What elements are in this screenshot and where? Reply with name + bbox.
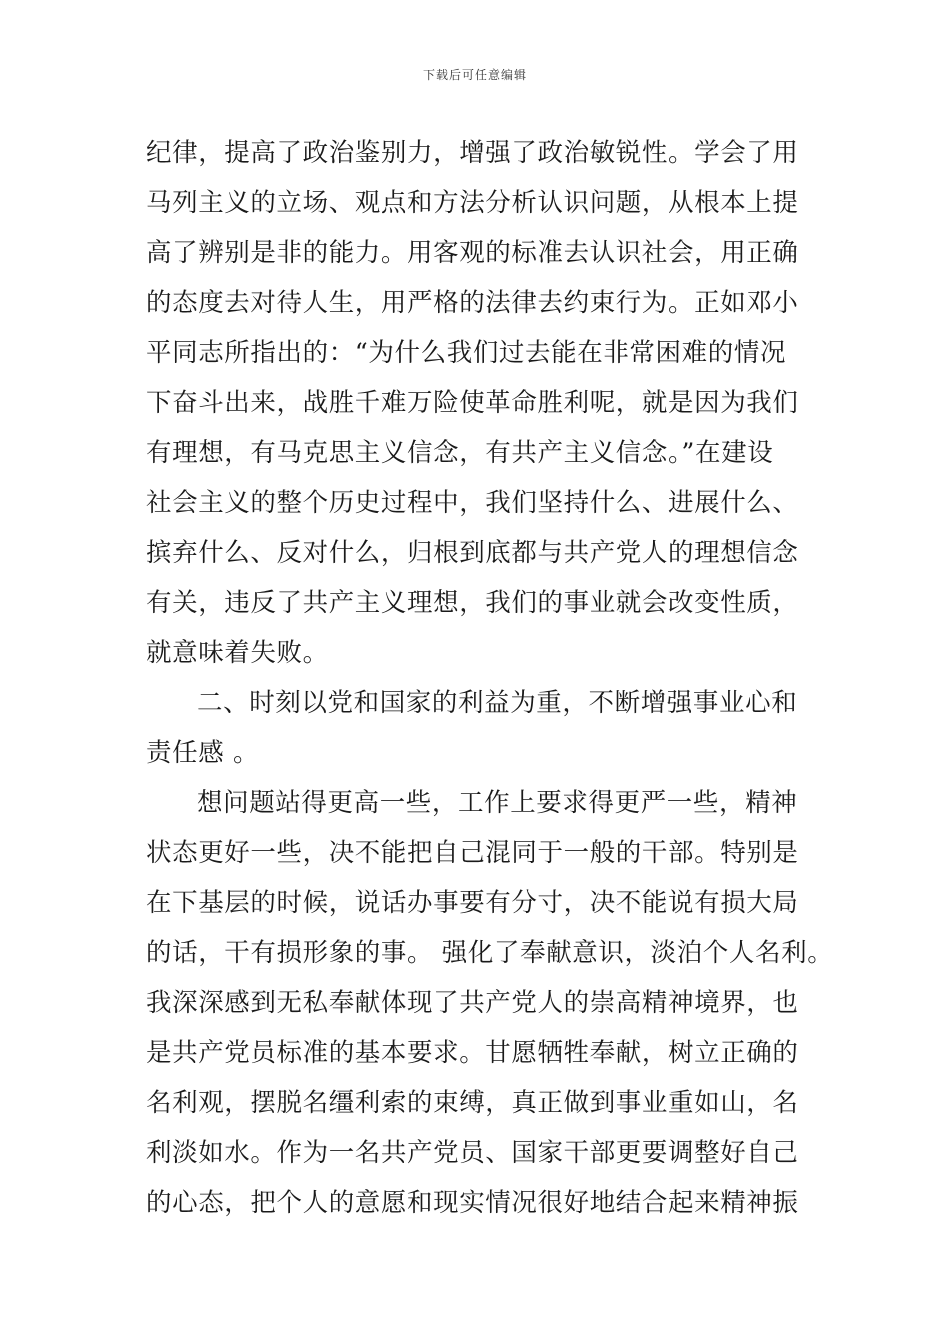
text-line: 的心态，把个人的意愿和现实情况很好地结合起来精神振	[146, 1188, 799, 1218]
text-line: 名利观，摆脱名缰利索的束缚，真正做到事业重如山，名	[146, 1088, 799, 1118]
text-line: 在下基层的时候，说话办事要有分寸，决不能说有损大局	[146, 888, 799, 918]
text-line: 下奋斗出来，战胜千难万险使革命胜利呢，就是因为我们	[146, 388, 799, 418]
text-line: 社会主义的整个历史过程中，我们坚持什么、进展什么、	[146, 488, 799, 518]
text-line: 有关，违反了共产主义理想，我们的事业就会改变性质，	[146, 588, 799, 618]
text-line: 摈弃什么、反对什么，归根到底都与共产党人的理想信念	[146, 538, 799, 568]
text-line: 就意味着失败。	[146, 638, 329, 668]
section-heading-line: 二、时刻以党和国家的利益为重，不断增强事业心和	[197, 688, 798, 718]
page-header: 下载后可任意编辑	[422, 68, 527, 82]
text-line: 平同志所指出的：“为什么我们过去能在非常困难的情况	[146, 338, 787, 368]
text-line: 是共产党员标准的基本要求。甘愿牺牲奉献，树立正确的	[146, 1038, 799, 1068]
text-line: 我深深感到无私奉献体现了共产党人的崇高精神境界，也	[146, 988, 799, 1018]
text-line: 马列主义的立场、观点和方法分析认识问题，从根本上提	[146, 188, 799, 218]
text-line: 有理想，有马克思主义信念，有共产主义信念。”在建设	[146, 438, 774, 468]
document-body	[146, 128, 836, 1228]
section-heading-line: 责任感 。	[146, 738, 260, 768]
text-line: 的话，干有损形象的事。 强化了奉献意识，淡泊个人名利。	[146, 938, 834, 968]
text-line: 高了辨别是非的能力。用客观的标准去认识社会，用正确	[146, 238, 799, 268]
text-line: 的态度去对待人生，用严格的法律去约束行为。正如邓小	[146, 288, 799, 318]
text-line: 利淡如水。作为一名共产党员、国家干部更要调整好自己	[146, 1138, 799, 1168]
text-line: 状态更好一些，决不能把自己混同于一般的干部。特别是	[146, 838, 799, 868]
text-line: 想问题站得更高一些，工作上要求得更严一些，精神	[197, 788, 798, 818]
text-line: 纪律，提高了政治鉴别力，增强了政治敏锐性。学会了用	[146, 138, 799, 168]
